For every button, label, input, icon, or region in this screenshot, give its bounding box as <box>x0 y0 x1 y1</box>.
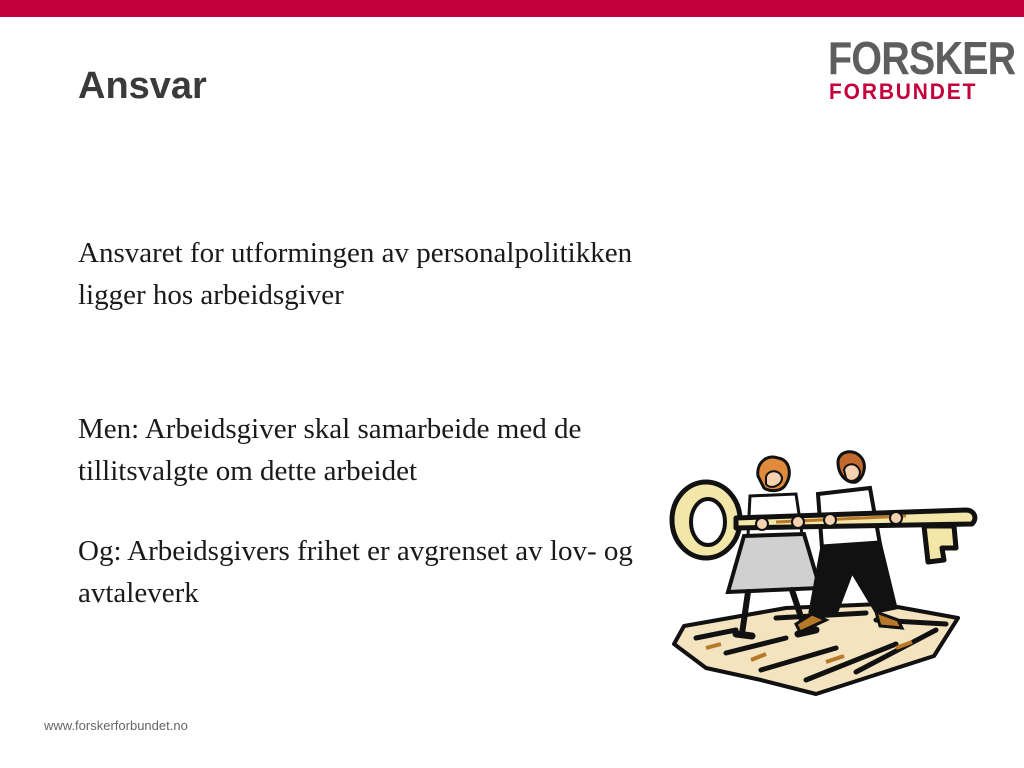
forskerforbundet-logo <box>828 32 1016 104</box>
logo-line-2: FORBUNDET <box>829 79 978 104</box>
footer-website-url: www.forskerforbundet.no <box>44 718 188 733</box>
body-paragraph-cooperation: Men: Arbeidsgiver skal samarbeide med de tillitsvalgte om dette arbeidet <box>78 413 582 487</box>
key-bow <box>672 482 740 558</box>
slide-title: Ansvar <box>78 65 207 107</box>
people-carrying-key-image <box>666 448 982 698</box>
body-paragraph-responsibility: Ansvaret for utformingen av personalpolitikken ligger hos arbeidsgiver <box>78 237 633 311</box>
top-accent-bar <box>0 0 1024 17</box>
logo-line-1: FORSKER <box>828 32 1016 84</box>
body-paragraph-limits: Og: Arbeidsgivers frihet er avgrenset av lov- og avtaleverk <box>78 535 633 609</box>
